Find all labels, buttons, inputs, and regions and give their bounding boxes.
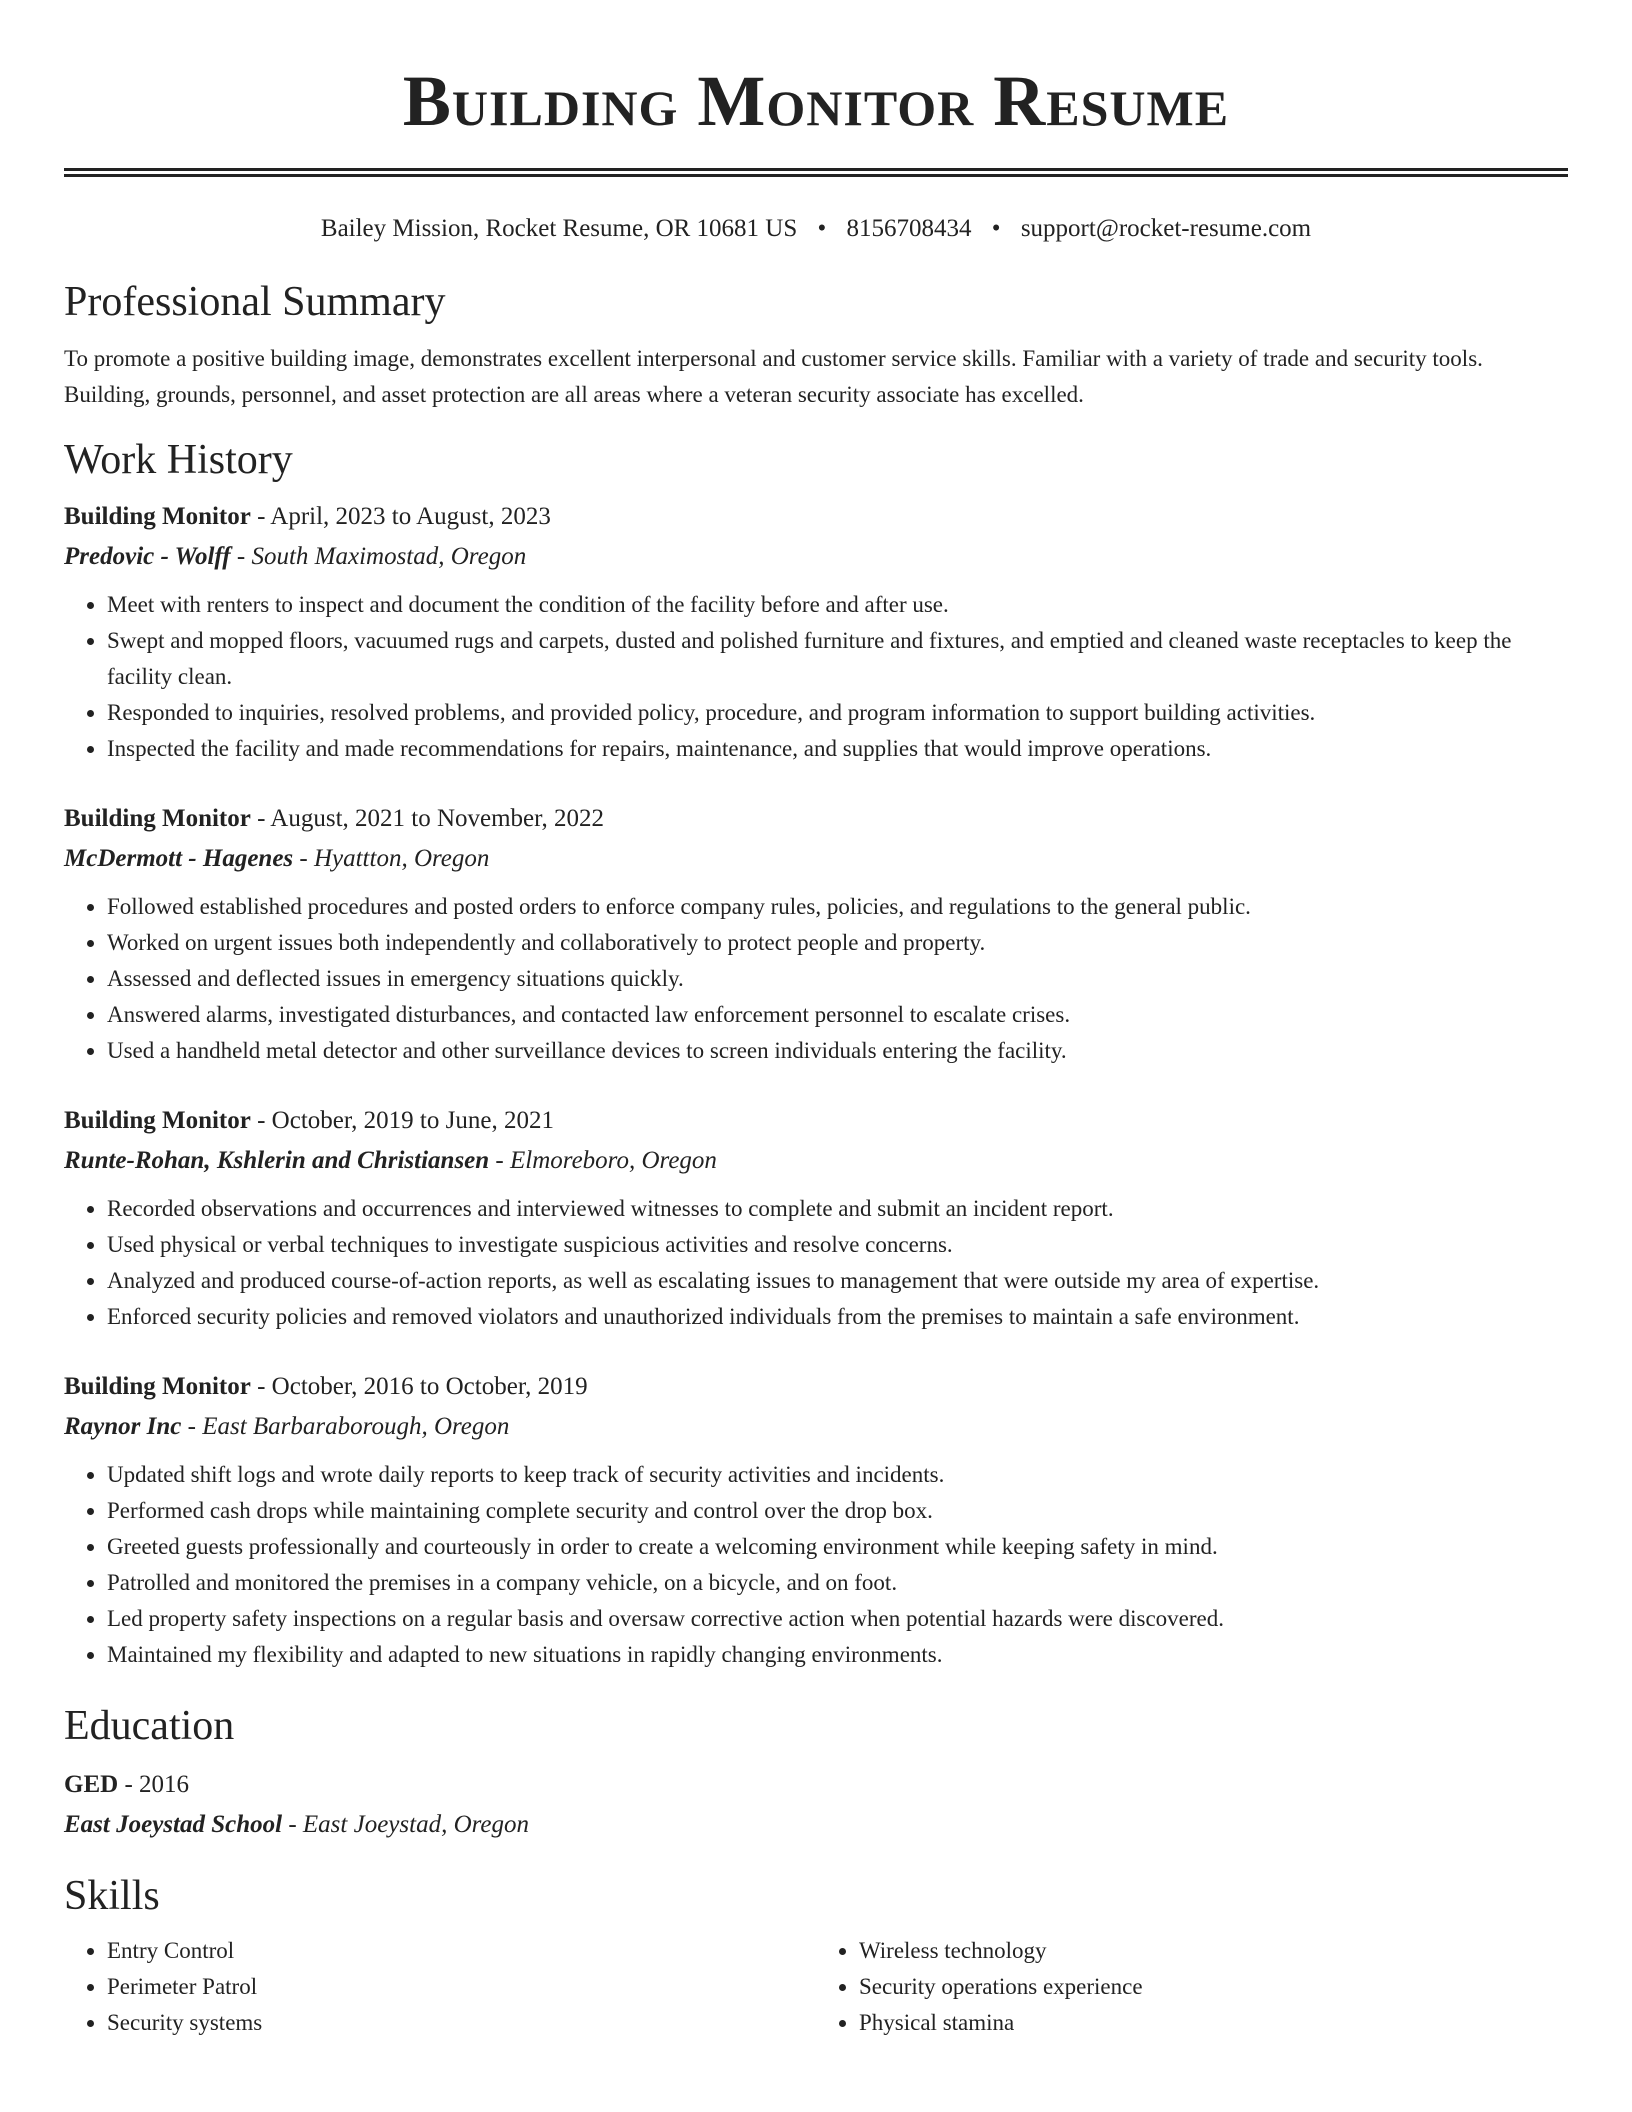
- degree-year: - 2016: [118, 1771, 190, 1798]
- skill-item: • Physical stamina: [859, 2005, 1568, 2041]
- list-item: • Answered alarms, investigated disturbances, and contacted law enforcement personnel to escalate crises.: [107, 997, 1568, 1033]
- contact-separator: •: [991, 215, 1001, 242]
- job-company: Runte-Rohan, Kshlerin and Christiansen: [64, 1147, 490, 1174]
- education-entry: [64, 1767, 1568, 1843]
- work-history-heading: Work History: [64, 437, 293, 483]
- school-name: East Joeystad School: [64, 1811, 283, 1838]
- job-entry: [64, 1103, 1568, 1335]
- job-dates: - October, 2016 to October, 2019: [250, 1373, 588, 1400]
- job-dates: - April, 2023 to August, 2023: [250, 503, 551, 530]
- list-item: • Enforced security policies and removed violators and unauthorized individuals from the premises to maintain a safe environment.: [107, 1299, 1568, 1335]
- job-duties: [64, 1457, 1568, 1673]
- list-item: • Meet with renters to inspect and document the condition of the facility before and after use.: [107, 587, 1568, 623]
- list-item: • Patrolled and monitored the premises in a company vehicle, on a bicycle, and on foot.: [107, 1565, 1568, 1601]
- contact-separator: •: [817, 215, 827, 242]
- job-entry: [64, 801, 1568, 1069]
- list-item: • Led property safety inspections on a regular basis and oversaw corrective action when potential hazards were discovered.: [107, 1601, 1568, 1637]
- contact-phone: 8156708434: [846, 215, 972, 242]
- job-duties: [64, 587, 1568, 767]
- list-item: • Inspected the facility and made recommendations for repairs, maintenance, and supplies that would improve operations.: [107, 731, 1568, 767]
- list-item: • Responded to inquiries, resolved problems, and provided policy, procedure, and program information to support building activities.: [107, 695, 1568, 731]
- school-location: - East Joeystad, Oregon: [282, 1811, 530, 1838]
- list-item: • Worked on urgent issues both independently and collaboratively to protect people and property.: [107, 925, 1568, 961]
- job-company-line: [64, 539, 1568, 575]
- job-entry: [64, 499, 1568, 767]
- list-item: • Followed established procedures and posted orders to enforce company rules, policies, and regulations to the general public.: [107, 889, 1568, 925]
- skill-item: • Perimeter Patrol: [107, 1969, 816, 2005]
- job-title-line: [64, 1103, 1568, 1139]
- list-item: • Maintained my flexibility and adapted to new situations in rapidly changing environments.: [107, 1637, 1568, 1673]
- list-item: • Recorded observations and occurrences and interviewed witnesses to complete and submit an incident report.: [107, 1191, 1568, 1227]
- job-dates: - October, 2019 to June, 2021: [250, 1107, 554, 1134]
- list-item: • Swept and mopped floors, vacuumed rugs and carpets, dusted and polished furniture and fixtures, and emptied and cleaned waste receptacles to keep the facility clean.: [107, 623, 1568, 695]
- skill-item: • Security operations experience: [859, 1969, 1568, 2005]
- skills-section: [64, 1871, 1568, 2041]
- degree: GED: [64, 1771, 119, 1798]
- list-item: • Assessed and deflected issues in emergency situations quickly.: [107, 961, 1568, 997]
- job-title: Building Monitor: [64, 805, 251, 832]
- job-title: Building Monitor: [64, 503, 251, 530]
- list-item: • Used a handheld metal detector and other surveillance devices to screen individuals entering the facility.: [107, 1033, 1568, 1069]
- degree-line: [64, 1767, 1568, 1803]
- job-title: Building Monitor: [64, 1373, 251, 1400]
- job-company-line: [64, 1409, 1568, 1445]
- skill-item: • Security systems: [107, 2005, 816, 2041]
- job-location: - Hyattton, Oregon: [293, 845, 490, 872]
- job-company: Predovic - Wolff: [64, 543, 231, 570]
- job-location: - Elmoreboro, Oregon: [489, 1147, 717, 1174]
- list-item: • Updated shift logs and wrote daily reports to keep track of security activities and incidents.: [107, 1457, 1568, 1493]
- skills-list-left: [64, 1933, 816, 2041]
- job-company: McDermott - Hagenes: [64, 845, 294, 872]
- job-company-line: [64, 841, 1568, 877]
- education-heading: Education: [64, 1703, 235, 1749]
- job-location: - South Maximostad, Oregon: [230, 543, 527, 570]
- job-title-line: [64, 499, 1568, 535]
- list-item: • Analyzed and produced course-of-action reports, as well as escalating issues to management that were outside my area of expertise.: [107, 1263, 1568, 1299]
- contact-line: [64, 213, 1568, 245]
- skill-item: • Entry Control: [107, 1933, 816, 1969]
- contact-address: Bailey Mission, Rocket Resume, OR 10681 US: [320, 215, 798, 242]
- job-company: Raynor Inc: [64, 1413, 182, 1440]
- contact-email: support@rocket-resume.com: [1020, 215, 1312, 242]
- skills-heading: Skills: [64, 1873, 160, 1919]
- title-divider: [64, 168, 1568, 177]
- resume-title: Building Monitor Resume: [402, 61, 1230, 141]
- list-item: • Greeted guests professionally and courteously in order to create a welcoming environment while keeping safety in mind.: [107, 1529, 1568, 1565]
- job-title-line: [64, 1369, 1568, 1405]
- work-history-section: [64, 435, 1568, 1673]
- skills-list-right: [816, 1933, 1568, 2041]
- job-title: Building Monitor: [64, 1107, 251, 1134]
- list-item: • Used physical or verbal techniques to investigate suspicious activities and resolve concerns.: [107, 1227, 1568, 1263]
- job-duties: [64, 889, 1568, 1069]
- job-company-line: [64, 1143, 1568, 1179]
- skill-item: • Wireless technology: [859, 1933, 1568, 1969]
- school-line: [64, 1807, 1568, 1843]
- job-location: - East Barbaraborough, Oregon: [181, 1413, 510, 1440]
- summary-heading: Professional Summary: [64, 279, 446, 325]
- job-title-line: [64, 801, 1568, 837]
- job-duties: [64, 1191, 1568, 1335]
- job-dates: - August, 2021 to November, 2022: [250, 805, 604, 832]
- summary-text: To promote a positive building image, demonstrates excellent interpersonal and customer service skills. Familiar with a variety of trade and security tools. Building, grounds, personnel, and asset protection are all areas where a veteran security associate has excelled.: [64, 346, 1483, 407]
- job-entry: [64, 1369, 1568, 1673]
- skills-columns: [64, 1933, 1568, 2041]
- education-section: [64, 1701, 1568, 1843]
- list-item: • Performed cash drops while maintaining complete security and control over the drop box.: [107, 1493, 1568, 1529]
- summary-section: [64, 277, 1568, 413]
